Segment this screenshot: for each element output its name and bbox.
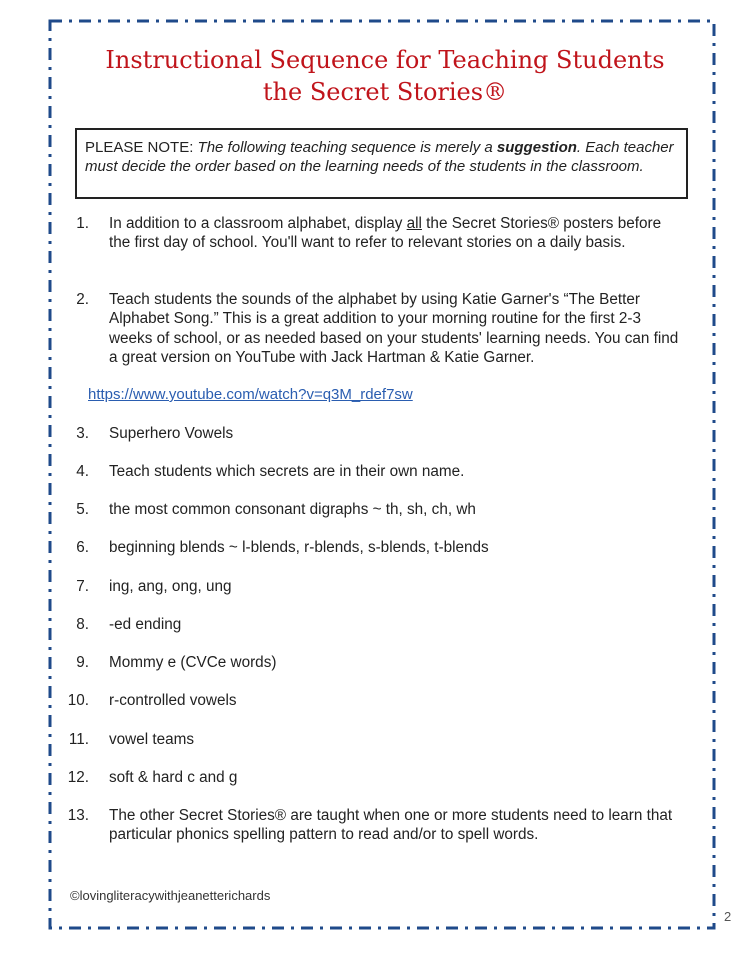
note-text-end: . Each teacher must decide the order based on the learning needs of the students in the classroom.: [85, 139, 674, 175]
page-number: 2: [724, 909, 732, 924]
list-text: the most common consonant digraphs ~ th, sh, ch, wh: [109, 501, 476, 518]
list-text: Teach students the sounds of the alphabet by using Katie Garner's “The Better Alphabet Song.” This is a great addition to your morning routine for the first 2-3 weeks of school, or as needed based on your students' learning needs. You can find a great version on YouTube with Jack Hartman & Katie Garner.: [109, 291, 679, 367]
list-text: r-controlled vowels: [109, 692, 237, 709]
list-number: 4.: [76, 463, 89, 480]
list-number: 8.: [76, 616, 89, 633]
list-number: 7.: [76, 578, 89, 595]
list-number: 5.: [76, 501, 89, 518]
list-number: 11.: [68, 731, 89, 748]
youtube-link[interactable]: https://www.youtube.com/watch?v=q3M_rdef7sw: [88, 386, 413, 403]
list-number: 10.: [67, 692, 89, 709]
list-text-end: the Secret Stories® posters before the first day of school. You'll want to refer to relevant stories on a daily basis.: [109, 215, 662, 252]
list-text: Teach students which secrets are in their own name.: [109, 463, 465, 480]
list-number: 2.: [76, 291, 89, 308]
list-text: ing, ang, ong, ung: [109, 578, 232, 595]
note-prefix: PLEASE NOTE:: [85, 139, 198, 156]
list-number: 12.: [67, 769, 89, 786]
list-text: vowel teams: [109, 731, 195, 748]
copyright-footer: ©lovingliteracywithjeanetterichards: [70, 888, 271, 903]
note-text: The following teaching sequence is merely a: [197, 139, 497, 156]
list-text: beginning blends ~ l-blends, r-blends, s-blends, t-blends: [109, 539, 489, 556]
list-text: Superhero Vowels: [109, 425, 234, 442]
list-text: soft & hard c and g: [109, 769, 238, 786]
list-text: [109, 214, 679, 253]
list-number: 13.: [67, 807, 89, 824]
please-note-box: [75, 128, 688, 199]
list-text: The other Secret Stories® are taught when one or more students need to learn that particular phonics spelling pattern to read and/or to spell words.: [109, 807, 673, 844]
list-number: 6.: [76, 539, 89, 556]
list-number: 3.: [76, 425, 89, 442]
list-text-underlined: all: [406, 215, 422, 232]
list-text: Mommy e (CVCe words): [109, 654, 277, 671]
note-emphasis: suggestion: [496, 139, 577, 156]
list-text-start: In addition to a classroom alphabet, display: [109, 215, 407, 232]
page-title-line-2: the Secret Stories®: [262, 78, 508, 106]
list-text: -ed ending: [109, 616, 182, 633]
list-number: 1.: [76, 215, 89, 232]
page-title-line-1: Instructional Sequence for Teaching Students: [105, 46, 665, 74]
list-number: 9.: [76, 654, 89, 671]
